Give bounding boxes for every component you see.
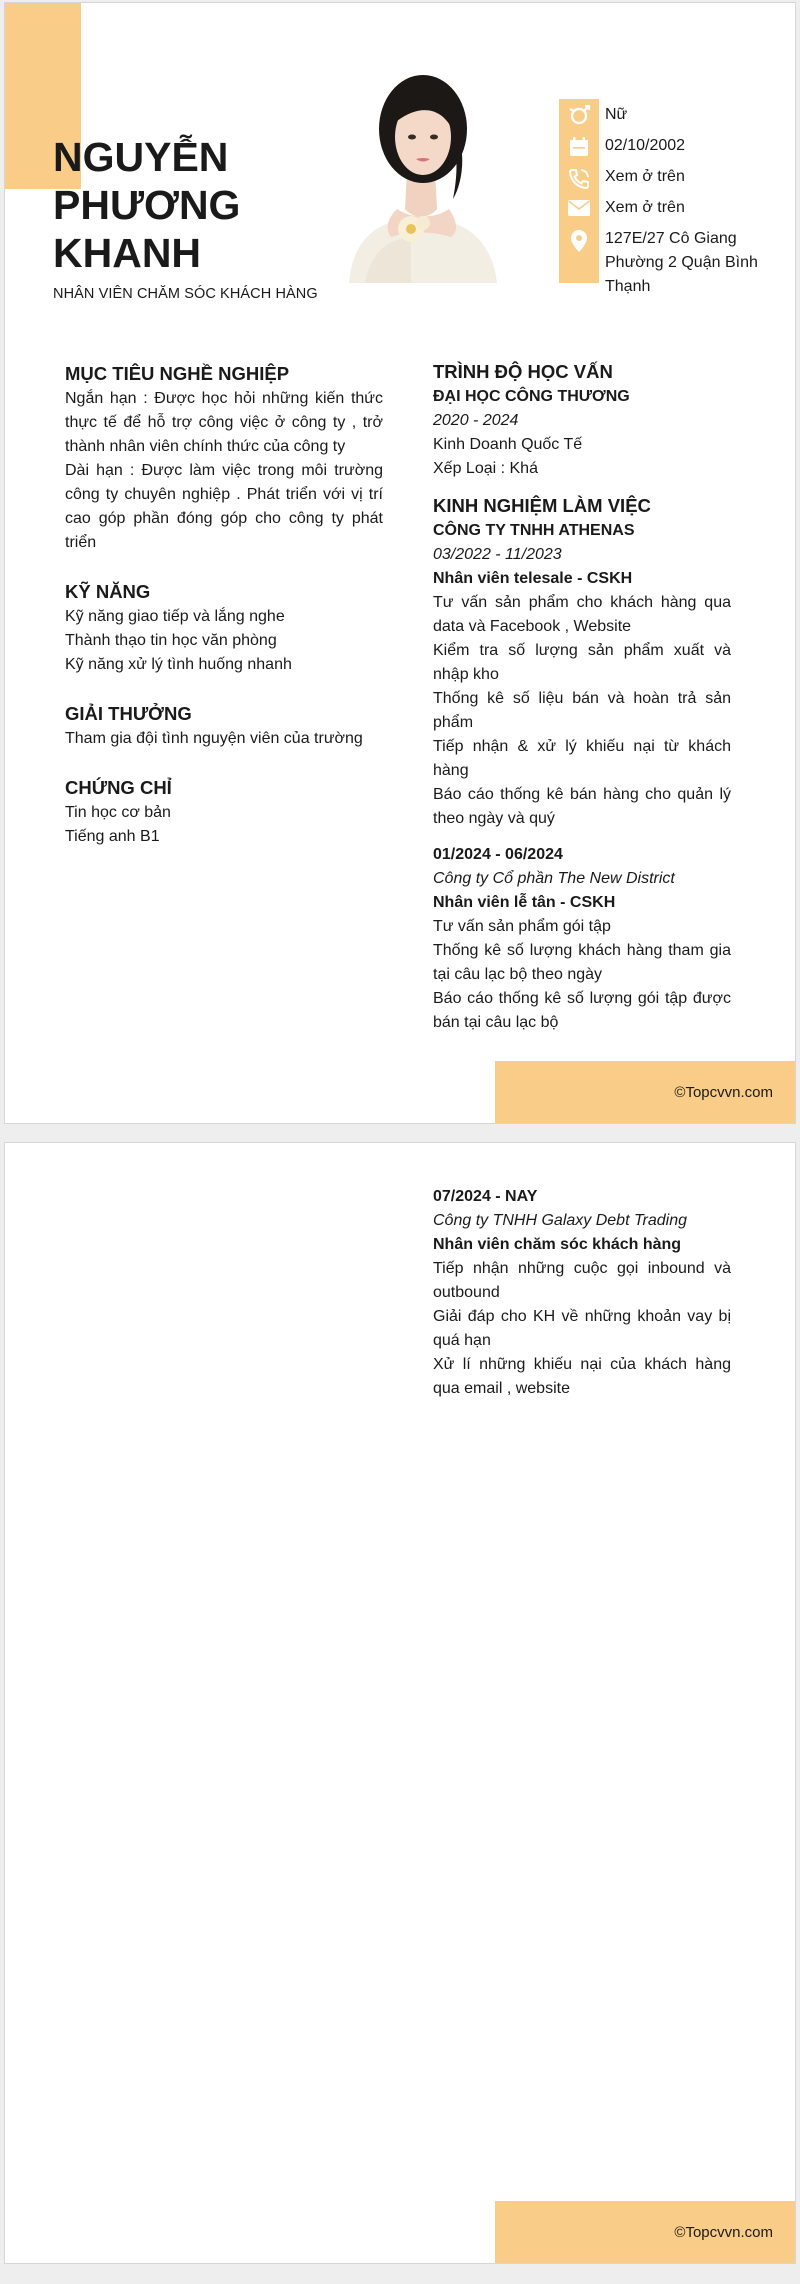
objective-short-term: Ngắn hạn : Được học hỏi những kiến thức thực tế để hỗ trợ công việc ở công ty , trở thành nhân viên chính thức của công ty xyxy=(65,390,383,455)
job1-position: Nhân viên telesale - CSKH xyxy=(433,570,633,587)
email-value: Xem ở trên xyxy=(605,199,685,216)
job3-company: Công ty TNHH Galaxy Debt Trading xyxy=(433,1212,688,1229)
info-birthday xyxy=(559,134,759,158)
job2-task: Tư vấn sản phẩm gói tập xyxy=(433,918,611,935)
phone-value: Xem ở trên xyxy=(605,168,685,185)
certificates-title: CHỨNG CHỈ xyxy=(65,777,172,798)
footer-bar xyxy=(495,2201,795,2263)
info-gender xyxy=(559,103,759,127)
job1-task: Thống kê số liệu bán và hoàn trả sản phẩm xyxy=(433,690,731,731)
job3-task: Xử lí những khiếu nại của khách hàng qua email , website xyxy=(433,1356,731,1397)
address-value: 127E/27 Cô Giang Phường 2 Quận Bình Thạnh xyxy=(605,230,758,295)
education-rank: Xếp Loại : Khá xyxy=(433,460,538,477)
cv-page-2 xyxy=(4,1142,796,2264)
skill-item: Kỹ năng giao tiếp và lắng nghe xyxy=(65,608,285,625)
info-phone xyxy=(559,165,759,191)
info-address xyxy=(559,227,759,299)
job2-position: Nhân viên lễ tân - CSKH xyxy=(433,894,616,911)
footer-brand: ©Topcvvn.com xyxy=(674,2223,773,2241)
certificate-item: Tiếng anh B1 xyxy=(65,828,160,845)
job1-task: Tiếp nhận & xử lý khiếu nại từ khách hàng xyxy=(433,738,731,779)
gender-value: Nữ xyxy=(605,106,628,123)
job1-task: Báo cáo thống kê bán hàng cho quản lý theo ngày và quý xyxy=(433,786,731,827)
job1-period: 03/2022 - 11/2023 xyxy=(433,546,562,563)
candidate-name xyxy=(53,133,353,277)
birthday-value: 02/10/2002 xyxy=(605,137,686,154)
job3-task: Giải đáp cho KH về những khoản vay bị quá hạn xyxy=(433,1308,731,1349)
skill-item: Thành thạo tin học văn phòng xyxy=(65,632,277,649)
award-item: Tham gia đội tình nguyện viên của trường xyxy=(65,730,363,747)
gender-icon xyxy=(559,103,599,127)
right-column xyxy=(433,359,731,1035)
info-email xyxy=(559,196,759,220)
job1-task: Kiểm tra số lượng sản phẩm xuất và nhập kho xyxy=(433,642,731,683)
skill-item: Kỹ năng xử lý tình huống nhanh xyxy=(65,656,292,673)
education-school: ĐẠI HỌC CÔNG THƯƠNG xyxy=(433,388,630,405)
objective-title: MỤC TIÊU NGHỀ NGHIỆP xyxy=(65,363,290,384)
experience-title: KINH NGHIỆM LÀM VIỆC xyxy=(433,495,651,516)
name-line: KHANH xyxy=(53,230,202,276)
calendar-icon xyxy=(559,134,599,158)
job2-task: Thống kê số lượng khách hàng tham gia tại câu lạc bộ theo ngày xyxy=(433,942,731,983)
phone-icon xyxy=(559,165,599,191)
profile-photo xyxy=(341,59,501,283)
right-column-continued xyxy=(433,1185,731,1401)
job3-task: Tiếp nhận những cuộc gọi inbound và outbound xyxy=(433,1260,731,1301)
envelope-icon xyxy=(559,196,599,218)
job2-period: 01/2024 - 06/2024 xyxy=(433,846,563,863)
skills-title: KỸ NĂNG xyxy=(65,581,151,602)
job2-company: Công ty Cổ phần The New District xyxy=(433,870,675,887)
job-title: NHÂN VIÊN CHĂM SÓC KHÁCH HÀNG xyxy=(53,286,318,302)
job1-company: CÔNG TY TNHH ATHENAS xyxy=(433,522,635,539)
location-pin-icon xyxy=(559,227,599,253)
name-line: PHƯƠNG xyxy=(53,182,241,228)
education-period: 2020 - 2024 xyxy=(433,412,519,429)
awards-title: GIẢI THƯỞNG xyxy=(65,703,192,724)
certificate-item: Tin học cơ bản xyxy=(65,804,171,821)
cv-page-1 xyxy=(4,2,796,1124)
left-column xyxy=(65,361,383,849)
job2-task: Báo cáo thống kê số lượng gói tập được bán tại câu lạc bộ xyxy=(433,990,731,1031)
education-title: TRÌNH ĐỘ HỌC VẤN xyxy=(433,361,613,382)
job3-position: Nhân viên chăm sóc khách hàng xyxy=(433,1236,682,1253)
education-major: Kinh Doanh Quốc Tế xyxy=(433,436,583,453)
job3-period: 07/2024 - NAY xyxy=(433,1188,538,1205)
name-line: NGUYỄN xyxy=(53,134,229,180)
objective-long-term: Dài hạn : Được làm việc trong môi trường công ty chuyên nghiệp . Phát triển với vị trí cao góp phần đóng góp cho công ty phát triển xyxy=(65,462,383,551)
footer-brand: ©Topcvvn.com xyxy=(674,1083,773,1101)
footer-bar xyxy=(495,1061,795,1123)
job1-task: Tư vấn sản phẩm cho khách hàng qua data và Facebook , Website xyxy=(433,594,731,635)
